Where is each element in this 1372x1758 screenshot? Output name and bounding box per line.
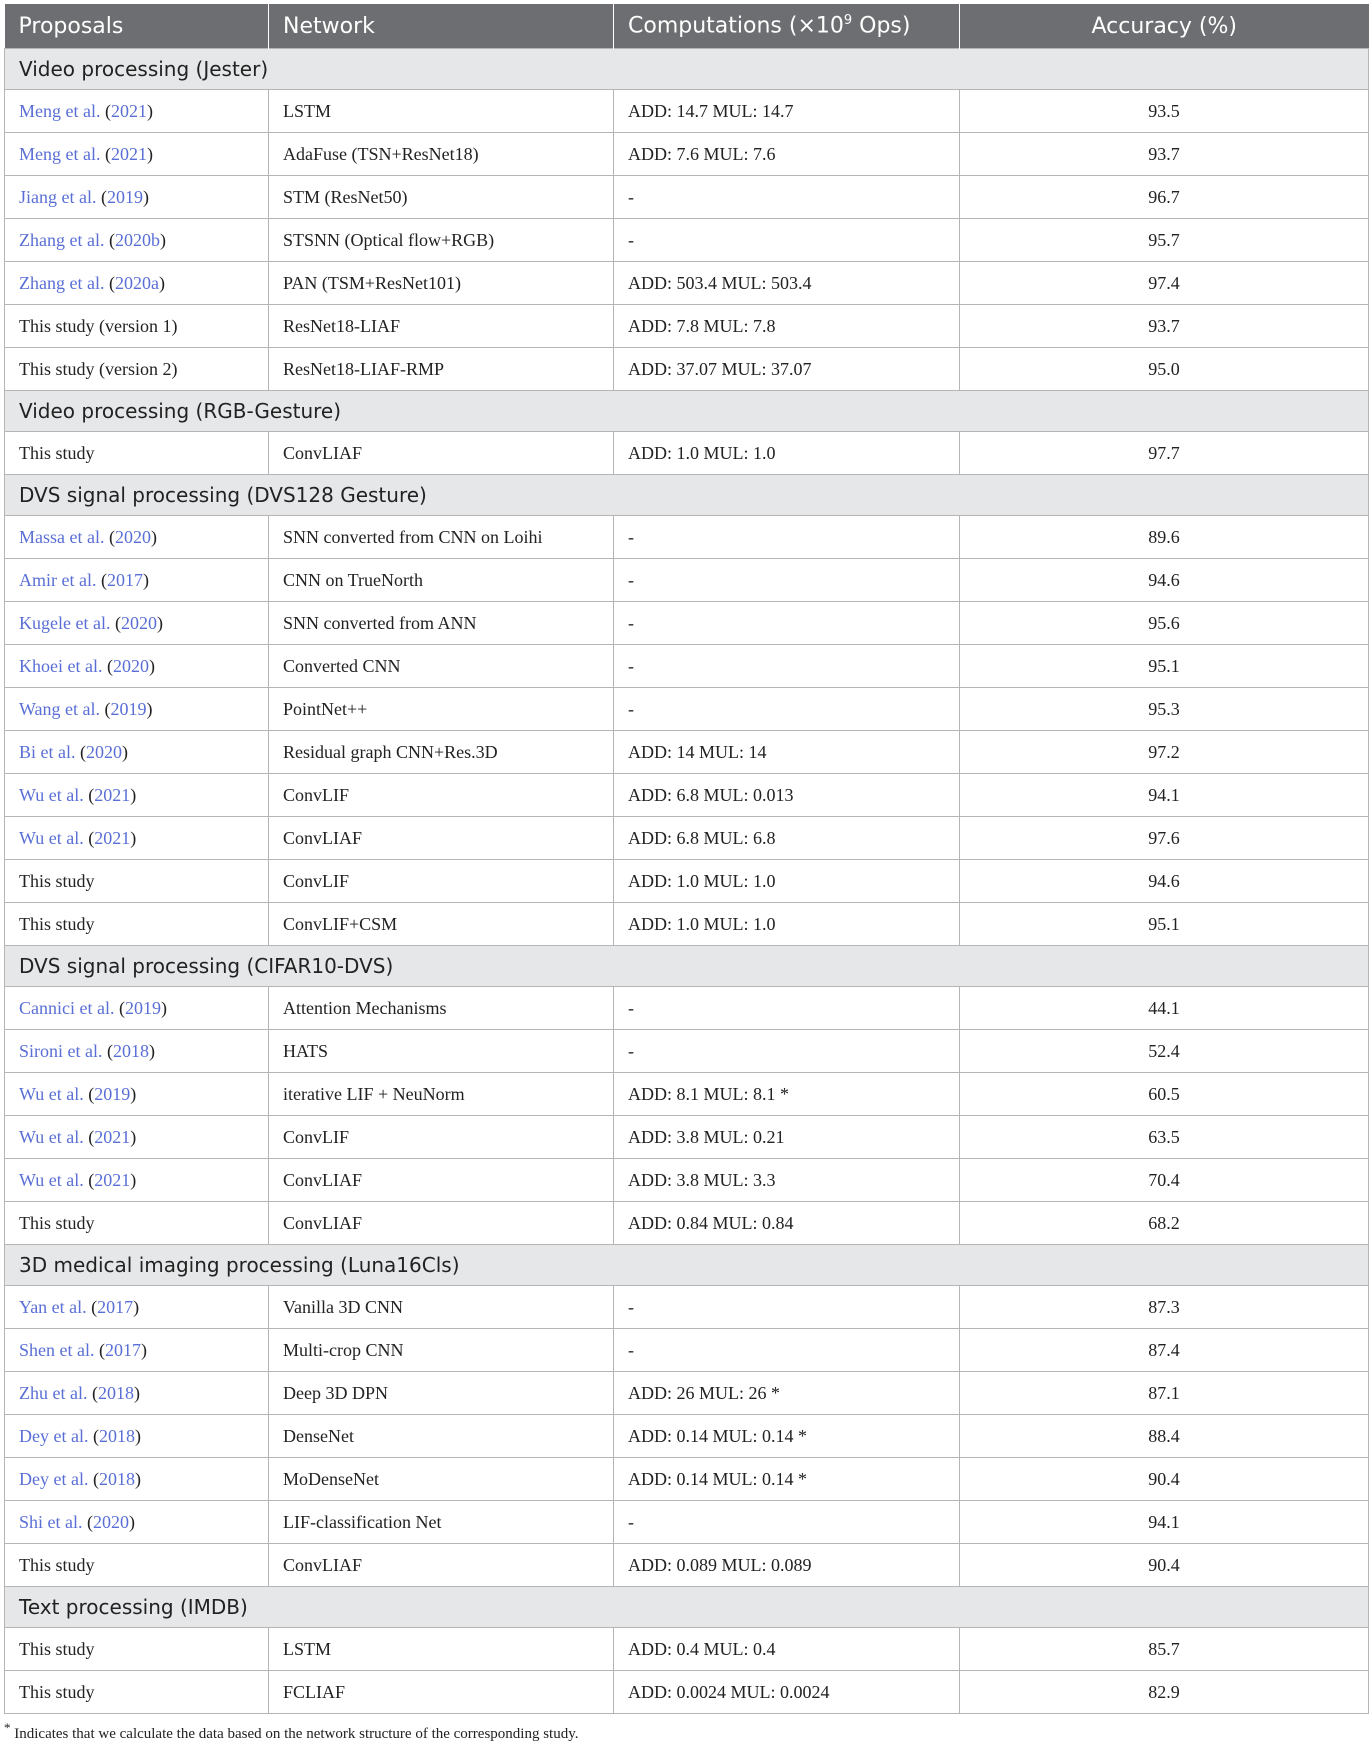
accuracy-cell: 63.5: [960, 1116, 1369, 1159]
table-row: [5, 1671, 1369, 1714]
proposal-cell: This study: [5, 1202, 269, 1245]
paren-open: (: [114, 997, 125, 1018]
computations-cell: ADD: 0.14 MUL: 0.14 *: [614, 1415, 960, 1458]
computations-cell: ADD: 6.8 MUL: 6.8: [614, 817, 960, 860]
section-title: DVS signal processing (DVS128 Gesture): [5, 475, 1369, 516]
paren-open: (: [100, 100, 111, 121]
paren-open: (: [96, 569, 107, 590]
computations-cell: -: [614, 1501, 960, 1544]
accuracy-cell: 97.6: [960, 817, 1369, 860]
computations-cell: ADD: 37.07 MUL: 37.07: [614, 348, 960, 391]
network-cell: SNN converted from CNN on Loihi: [269, 516, 614, 559]
table-body: [5, 49, 1369, 1714]
accuracy-cell: 88.4: [960, 1415, 1369, 1458]
table-row: [5, 133, 1369, 176]
computations-cell: ADD: 26 MUL: 26 *: [614, 1372, 960, 1415]
accuracy-cell: 95.1: [960, 903, 1369, 946]
paren-open: (: [104, 272, 115, 293]
computations-cell: -: [614, 1329, 960, 1372]
accuracy-cell: 96.7: [960, 176, 1369, 219]
paren-open: (: [104, 229, 115, 250]
accuracy-cell: 95.6: [960, 602, 1369, 645]
proposal-cell: This study: [5, 1544, 269, 1587]
section-row: [5, 391, 1369, 432]
table-row: [5, 602, 1369, 645]
table-row: [5, 1116, 1369, 1159]
table-row: [5, 731, 1369, 774]
computations-cell: -: [614, 516, 960, 559]
proposal-cell: This study: [5, 1671, 269, 1714]
paren-open: (: [83, 827, 95, 848]
computations-cell: ADD: 8.1 MUL: 8.1 *: [614, 1073, 960, 1116]
paren-open: (: [96, 186, 107, 207]
accuracy-cell: 68.2: [960, 1202, 1369, 1245]
footnote-text: Indicates that we calculate the data based on the network structure of the corresponding study.: [10, 1726, 579, 1742]
proposal-cell: [5, 262, 269, 305]
citation-year-link[interactable]: 2020: [112, 655, 149, 676]
network-cell: ConvLIAF: [269, 1202, 614, 1245]
network-cell: ResNet18-LIAF: [269, 305, 614, 348]
network-cell: ResNet18-LIAF-RMP: [269, 348, 614, 391]
computations-cell: -: [614, 1286, 960, 1329]
network-cell: FCLIAF: [269, 1671, 614, 1714]
paren-open: (: [110, 612, 121, 633]
paren-open: (: [86, 1296, 98, 1317]
computations-cell: -: [614, 602, 960, 645]
section-row: [5, 1587, 1369, 1628]
computations-cell: ADD: 0.4 MUL: 0.4: [614, 1628, 960, 1671]
paren-close: ): [122, 741, 128, 762]
proposal-cell: [5, 1458, 269, 1501]
proposal-cell: [5, 688, 269, 731]
network-cell: ConvLIF: [269, 1116, 614, 1159]
network-cell: ConvLIAF: [269, 1159, 614, 1202]
paren-close: ): [140, 1339, 147, 1360]
header-computations: [614, 4, 960, 49]
network-cell: Residual graph CNN+Res.3D: [269, 731, 614, 774]
network-cell: MoDenseNet: [269, 1458, 614, 1501]
paren-close: ): [146, 143, 153, 164]
citation-author-link[interactable]: Shen et al.: [19, 1339, 95, 1360]
citation-author-link[interactable]: Wu et al.: [19, 784, 84, 805]
table-row: [5, 1628, 1369, 1671]
citation-year-link[interactable]: 2019: [106, 186, 143, 207]
citation-author-link[interactable]: Wang et al.: [19, 698, 101, 719]
paren-close: ): [129, 1511, 135, 1532]
paren-open: (: [83, 784, 95, 805]
proposal-cell: [5, 90, 269, 133]
proposal-cell: This study: [5, 903, 269, 946]
header-computations-suffix: Ops): [852, 13, 911, 39]
accuracy-cell: 97.4: [960, 262, 1369, 305]
proposal-cell: [5, 559, 269, 602]
citation-year-link[interactable]: 2020a: [114, 272, 159, 293]
citation-author-link[interactable]: Zhang et al.: [19, 272, 105, 293]
paren-close: ): [149, 1040, 155, 1061]
paren-close: ): [133, 1296, 140, 1317]
paren-close: ): [130, 1169, 137, 1190]
accuracy-cell: 70.4: [960, 1159, 1369, 1202]
accuracy-cell: 93.5: [960, 90, 1369, 133]
paren-close: ): [134, 1468, 141, 1489]
accuracy-cell: 87.3: [960, 1286, 1369, 1329]
section-title: Video processing (Jester): [5, 49, 1369, 90]
citation-year-link[interactable]: 2017: [104, 1339, 141, 1360]
table-row: [5, 348, 1369, 391]
citation-author-link[interactable]: Wu et al.: [19, 1083, 84, 1104]
header-computations-exponent: 9: [843, 13, 853, 29]
accuracy-cell: 87.4: [960, 1329, 1369, 1372]
citation-author-link[interactable]: Khoei et al.: [19, 655, 103, 676]
paren-open: (: [88, 1425, 99, 1446]
proposal-cell: [5, 1116, 269, 1159]
paren-open: (: [100, 698, 111, 719]
table-row: [5, 903, 1369, 946]
accuracy-cell: 95.1: [960, 645, 1369, 688]
table-row: [5, 516, 1369, 559]
table-row: [5, 1458, 1369, 1501]
network-cell: Vanilla 3D CNN: [269, 1286, 614, 1329]
accuracy-cell: 94.6: [960, 559, 1369, 602]
paren-open: (: [87, 1382, 98, 1403]
table-row: [5, 1030, 1369, 1073]
table-row: [5, 817, 1369, 860]
table-row: [5, 1202, 1369, 1245]
network-cell: Converted CNN: [269, 645, 614, 688]
proposal-cell: [5, 1030, 269, 1073]
network-cell: ConvLIAF: [269, 432, 614, 475]
computations-cell: ADD: 503.4 MUL: 503.4: [614, 262, 960, 305]
network-cell: SNN converted from ANN: [269, 602, 614, 645]
citation-year-link[interactable]: 2019: [110, 698, 147, 719]
table-row: [5, 645, 1369, 688]
network-cell: ConvLIF: [269, 860, 614, 903]
accuracy-cell: 89.6: [960, 516, 1369, 559]
citation-author-link[interactable]: Zhang et al.: [19, 229, 105, 250]
citation-year-link[interactable]: 2017: [106, 569, 143, 590]
paren-open: (: [94, 1339, 105, 1360]
proposal-cell: [5, 987, 269, 1030]
citation-year-link[interactable]: 2020: [93, 1511, 129, 1532]
table-row: [5, 1329, 1369, 1372]
section-row: [5, 946, 1369, 987]
paren-open: (: [75, 741, 86, 762]
network-cell: ConvLIF+CSM: [269, 903, 614, 946]
computations-cell: ADD: 3.8 MUL: 3.3: [614, 1159, 960, 1202]
proposal-cell: This study (version 2): [5, 348, 269, 391]
computations-cell: ADD: 0.14 MUL: 0.14 *: [614, 1458, 960, 1501]
proposal-cell: [5, 645, 269, 688]
proposal-cell: [5, 1372, 269, 1415]
network-cell: Multi-crop CNN: [269, 1329, 614, 1372]
proposal-cell: [5, 1073, 269, 1116]
citation-author-link[interactable]: Dey et al.: [19, 1425, 89, 1446]
table-row: [5, 1159, 1369, 1202]
citation-author-link[interactable]: Sironi et al.: [19, 1040, 103, 1061]
accuracy-cell: 90.4: [960, 1544, 1369, 1587]
paren-open: (: [82, 1511, 93, 1532]
paren-open: (: [102, 1040, 113, 1061]
table-row: [5, 860, 1369, 903]
table-row: [5, 1501, 1369, 1544]
paren-close: ): [130, 827, 137, 848]
citation-author-link[interactable]: Yan et al.: [19, 1296, 87, 1317]
paren-close: ): [156, 612, 163, 633]
proposal-cell: [5, 1286, 269, 1329]
computations-cell: ADD: 1.0 MUL: 1.0: [614, 432, 960, 475]
paren-close: ): [146, 698, 153, 719]
citation-year-link[interactable]: 2020b: [114, 229, 160, 250]
computations-cell: -: [614, 645, 960, 688]
network-cell: DenseNet: [269, 1415, 614, 1458]
comparison-table-container: [4, 4, 1368, 1743]
section-row: [5, 475, 1369, 516]
computations-cell: ADD: 6.8 MUL: 0.013: [614, 774, 960, 817]
paren-close: ): [130, 1126, 137, 1147]
header-proposals: Proposals: [5, 4, 269, 49]
network-cell: ConvLIAF: [269, 1544, 614, 1587]
accuracy-cell: 87.1: [960, 1372, 1369, 1415]
citation-author-link[interactable]: Kugele et al.: [19, 612, 111, 633]
accuracy-cell: 93.7: [960, 305, 1369, 348]
table-row: [5, 987, 1369, 1030]
network-cell: PAN (TSM+ResNet101): [269, 262, 614, 305]
accuracy-cell: 95.7: [960, 219, 1369, 262]
citation-year-link[interactable]: 2021: [94, 784, 131, 805]
section-row: [5, 1245, 1369, 1286]
proposal-cell: [5, 1329, 269, 1372]
citation-author-link[interactable]: Meng et al.: [19, 100, 101, 121]
table-row: [5, 559, 1369, 602]
computations-cell: ADD: 1.0 MUL: 1.0: [614, 860, 960, 903]
network-cell: STM (ResNet50): [269, 176, 614, 219]
table-row: [5, 688, 1369, 731]
computations-cell: -: [614, 1030, 960, 1073]
proposal-cell: [5, 731, 269, 774]
paren-open: (: [100, 143, 111, 164]
citation-year-link[interactable]: 2018: [113, 1040, 149, 1061]
comparison-table: [4, 4, 1369, 1714]
computations-cell: ADD: 14.7 MUL: 14.7: [614, 90, 960, 133]
accuracy-cell: 85.7: [960, 1628, 1369, 1671]
computations-cell: -: [614, 219, 960, 262]
proposal-cell: [5, 1501, 269, 1544]
proposal-cell: [5, 1415, 269, 1458]
citation-author-link[interactable]: Dey et al.: [19, 1468, 89, 1489]
citation-year-link[interactable]: 2020: [114, 526, 151, 547]
paren-open: (: [83, 1083, 95, 1104]
paren-open: (: [102, 655, 113, 676]
paren-close: ): [130, 784, 137, 805]
accuracy-cell: 94.1: [960, 1501, 1369, 1544]
footnote-mark: *: [4, 1720, 11, 1735]
computations-cell: -: [614, 559, 960, 602]
proposal-cell: This study: [5, 432, 269, 475]
table-row: [5, 176, 1369, 219]
citation-author-link[interactable]: Shi et al.: [19, 1511, 83, 1532]
accuracy-cell: 97.7: [960, 432, 1369, 475]
citation-author-link[interactable]: Bi et al.: [19, 741, 76, 762]
citation-year-link[interactable]: 2018: [98, 1468, 135, 1489]
computations-cell: ADD: 0.84 MUL: 0.84: [614, 1202, 960, 1245]
paren-close: ): [130, 1083, 137, 1104]
header-row: [5, 4, 1369, 49]
section-title: 3D medical imaging processing (Luna16Cls): [5, 1245, 1369, 1286]
citation-author-link[interactable]: Meng et al.: [19, 143, 101, 164]
citation-author-link[interactable]: Amir et al.: [19, 569, 97, 590]
table-row: [5, 432, 1369, 475]
citation-year-link[interactable]: 2020: [120, 612, 157, 633]
citation-author-link[interactable]: Jiang et al.: [19, 186, 97, 207]
table-row: [5, 1372, 1369, 1415]
section-title: DVS signal processing (CIFAR10-DVS): [5, 946, 1369, 987]
table-row: [5, 262, 1369, 305]
proposal-cell: [5, 516, 269, 559]
citation-year-link[interactable]: 2017: [97, 1296, 134, 1317]
network-cell: STSNN (Optical flow+RGB): [269, 219, 614, 262]
citation-author-link[interactable]: Wu et al.: [19, 1169, 84, 1190]
citation-year-link[interactable]: 2018: [97, 1382, 134, 1403]
accuracy-cell: 97.2: [960, 731, 1369, 774]
proposal-cell: This study: [5, 1628, 269, 1671]
accuracy-cell: 93.7: [960, 133, 1369, 176]
paren-open: (: [88, 1468, 99, 1489]
paren-close: ): [150, 526, 157, 547]
citation-year-link[interactable]: 2019: [94, 1083, 131, 1104]
footnote: [4, 1720, 1368, 1743]
header-computations-prefix: Computations (×10: [628, 13, 844, 39]
paren-close: ): [142, 569, 149, 590]
computations-cell: ADD: 7.6 MUL: 7.6: [614, 133, 960, 176]
citation-year-link[interactable]: 2021: [94, 1169, 131, 1190]
computations-cell: ADD: 0.089 MUL: 0.089: [614, 1544, 960, 1587]
paren-close: ): [159, 229, 166, 250]
proposal-cell: [5, 133, 269, 176]
network-cell: LSTM: [269, 1628, 614, 1671]
citation-year-link[interactable]: 2021: [110, 100, 147, 121]
paren-close: ): [146, 100, 153, 121]
network-cell: Attention Mechanisms: [269, 987, 614, 1030]
paren-close: ): [158, 272, 165, 293]
proposal-cell: [5, 602, 269, 645]
accuracy-cell: 95.3: [960, 688, 1369, 731]
citation-year-link[interactable]: 2020: [86, 741, 122, 762]
citation-author-link[interactable]: Massa et al.: [19, 526, 105, 547]
accuracy-cell: 94.6: [960, 860, 1369, 903]
proposal-cell: This study: [5, 860, 269, 903]
computations-cell: ADD: 1.0 MUL: 1.0: [614, 903, 960, 946]
citation-year-link[interactable]: 2021: [94, 1126, 131, 1147]
citation-author-link[interactable]: Zhu et al.: [19, 1382, 88, 1403]
paren-close: ): [160, 997, 167, 1018]
accuracy-cell: 94.1: [960, 774, 1369, 817]
paren-open: (: [83, 1169, 95, 1190]
table-row: [5, 90, 1369, 133]
accuracy-cell: 90.4: [960, 1458, 1369, 1501]
section-row: [5, 49, 1369, 90]
section-title: Text processing (IMDB): [5, 1587, 1369, 1628]
proposal-cell: [5, 219, 269, 262]
paren-close: ): [133, 1382, 140, 1403]
accuracy-cell: 95.0: [960, 348, 1369, 391]
computations-cell: -: [614, 688, 960, 731]
network-cell: ConvLIF: [269, 774, 614, 817]
table-row: [5, 1415, 1369, 1458]
proposal-cell: [5, 817, 269, 860]
paren-close: ): [142, 186, 149, 207]
proposal-cell: [5, 176, 269, 219]
network-cell: ConvLIAF: [269, 817, 614, 860]
citation-year-link[interactable]: 2021: [94, 827, 131, 848]
accuracy-cell: 44.1: [960, 987, 1369, 1030]
computations-cell: ADD: 7.8 MUL: 7.8: [614, 305, 960, 348]
accuracy-cell: 52.4: [960, 1030, 1369, 1073]
citation-author-link[interactable]: Wu et al.: [19, 827, 84, 848]
computations-cell: ADD: 14 MUL: 14: [614, 731, 960, 774]
section-title: Video processing (RGB-Gesture): [5, 391, 1369, 432]
proposal-cell: This study (version 1): [5, 305, 269, 348]
network-cell: AdaFuse (TSN+ResNet18): [269, 133, 614, 176]
paren-open: (: [83, 1126, 95, 1147]
computations-cell: -: [614, 176, 960, 219]
table-row: [5, 774, 1369, 817]
table-row: [5, 1286, 1369, 1329]
paren-close: ): [134, 1425, 141, 1446]
header-accuracy: Accuracy (%): [960, 4, 1369, 49]
citation-year-link[interactable]: 2019: [124, 997, 161, 1018]
citation-author-link[interactable]: Cannici et al.: [19, 997, 115, 1018]
accuracy-cell: 82.9: [960, 1671, 1369, 1714]
proposal-cell: [5, 774, 269, 817]
network-cell: PointNet++: [269, 688, 614, 731]
network-cell: HATS: [269, 1030, 614, 1073]
accuracy-cell: 60.5: [960, 1073, 1369, 1116]
table-row: [5, 1544, 1369, 1587]
network-cell: CNN on TrueNorth: [269, 559, 614, 602]
network-cell: LIF-classification Net: [269, 1501, 614, 1544]
network-cell: iterative LIF + NeuNorm: [269, 1073, 614, 1116]
paren-open: (: [104, 526, 115, 547]
network-cell: LSTM: [269, 90, 614, 133]
table-header: [5, 4, 1369, 49]
paren-close: ): [148, 655, 155, 676]
header-network: Network: [269, 4, 614, 49]
proposal-cell: [5, 1159, 269, 1202]
network-cell: Deep 3D DPN: [269, 1372, 614, 1415]
computations-cell: -: [614, 987, 960, 1030]
table-row: [5, 219, 1369, 262]
table-row: [5, 1073, 1369, 1116]
table-row: [5, 305, 1369, 348]
computations-cell: ADD: 0.0024 MUL: 0.0024: [614, 1671, 960, 1714]
citation-author-link[interactable]: Wu et al.: [19, 1126, 84, 1147]
citation-year-link[interactable]: 2021: [110, 143, 147, 164]
computations-cell: ADD: 3.8 MUL: 0.21: [614, 1116, 960, 1159]
citation-year-link[interactable]: 2018: [98, 1425, 135, 1446]
